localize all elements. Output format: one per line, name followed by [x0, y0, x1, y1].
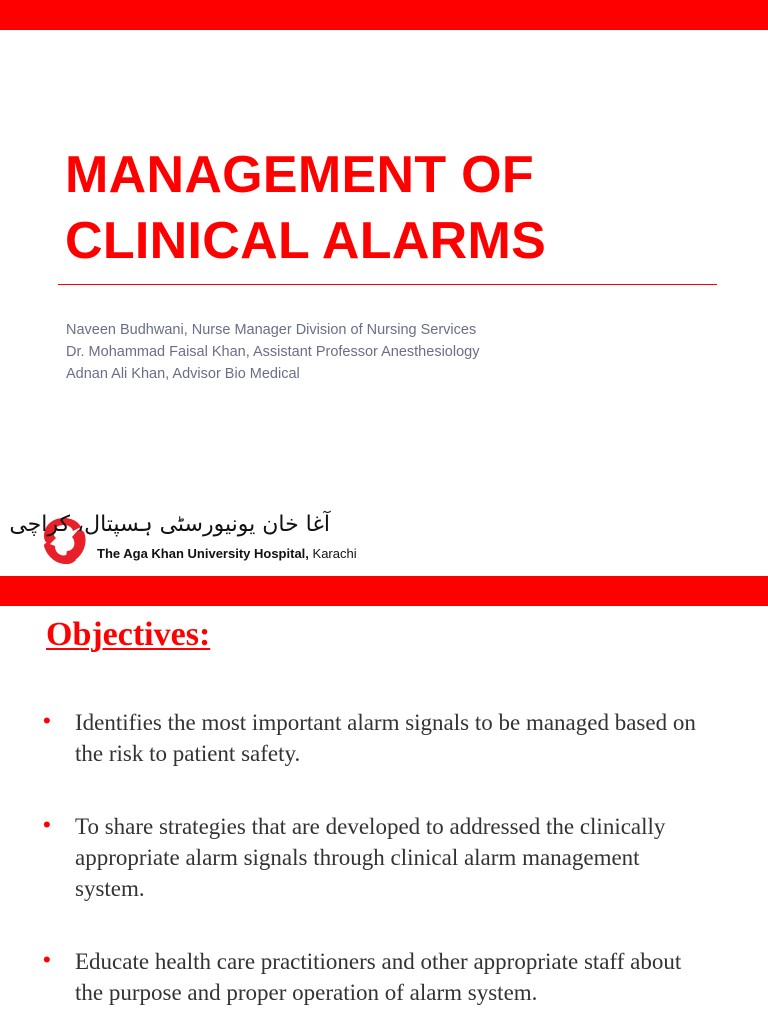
hospital-logo: [9, 512, 376, 570]
author-line: Adnan Ali Khan, Advisor Bio Medical: [66, 366, 300, 382]
objectives-list: [0, 707, 768, 1024]
logo-hospital-name: [97, 546, 357, 561]
slide-separator-band: [0, 576, 768, 606]
author-line: Naveen Budhwani, Nurse Manager Division of Nursing Services: [66, 322, 477, 338]
author-line: Dr. Mohammad Faisal Khan, Assistant Professor Anesthesiology: [66, 344, 480, 360]
bullet-icon: •: [43, 812, 51, 837]
objective-item: [0, 946, 705, 1008]
logo-name-city: Karachi: [308, 546, 357, 561]
bullet-icon: •: [43, 947, 51, 972]
title-divider: [58, 284, 717, 285]
slide-title-line: MANAGEMENT OF: [65, 146, 534, 204]
objective-text: Identifies the most important alarm signals to be managed based on the risk to patient safety.: [75, 710, 696, 766]
author-list: [66, 319, 726, 385]
objective-item: [0, 707, 705, 769]
bullet-icon: •: [43, 708, 51, 733]
logo-urdu-text: آغا خان یونیورسٹی ہسپتال، کراچی: [9, 512, 330, 537]
objective-item: [0, 811, 705, 904]
objective-text: To share strategies that are developed to addressed the clinically appropriate alarm signals through clinical alarm management system.: [75, 814, 666, 901]
slide-title: [65, 142, 725, 274]
objectives-heading: Objectives:: [46, 616, 211, 653]
slide-title-line: CLINICAL ALARMS: [65, 212, 547, 270]
top-red-band: [0, 0, 768, 30]
logo-name-bold: The Aga Khan University Hospital,: [97, 546, 309, 561]
objective-text: Educate health care practitioners and other appropriate staff about the purpose and proper operation of alarm system.: [75, 949, 682, 1005]
